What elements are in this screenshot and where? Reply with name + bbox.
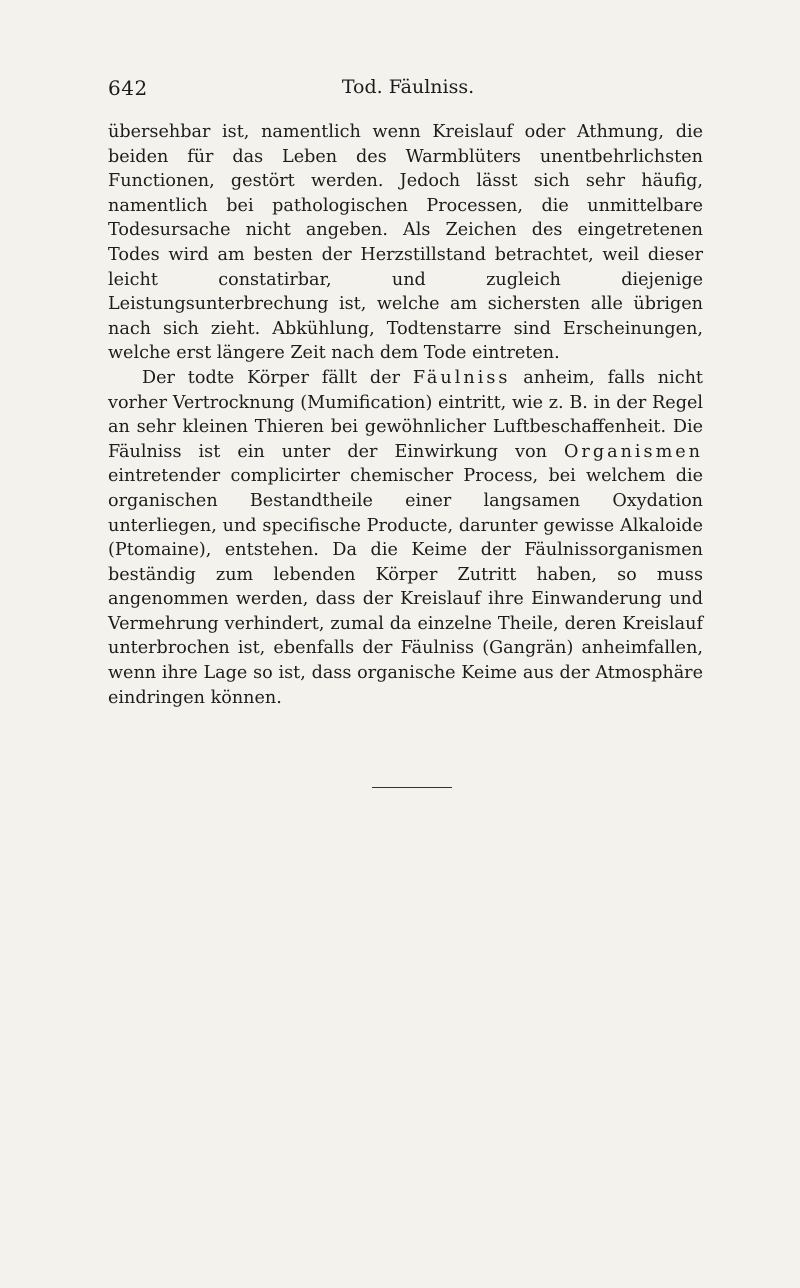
body-text	[108, 120, 703, 710]
page-header	[108, 76, 708, 106]
paragraph-2-part-e: eintretender complicirter chemischer Process, bei welchem die organischen Bestandtheile einer langsamen Oxydation unterliegen, und specifische Producte, darunter gewisse Alkaloide (Ptomaine), entstehen. Da die Keime der Fäulnissorganismen beständig zum lebenden Körper Zutritt haben, so muss angenommen werden, dass der Kreislauf ihre Einwanderung und Vermehrung verhindert, zumal da einzelne Theile, deren Kreislauf unterbrochen ist, ebenfalls der Fäulniss (Gangrän) anheimfallen, wenn ihre Lage so ist, dass organische Keime aus der Atmosphäre eindringen können.	[108, 466, 703, 708]
term-organismen: Organismen	[564, 441, 703, 462]
paragraph-1: übersehbar ist, namentlich wenn Kreislauf oder Athmung, die beiden für das Leben des Warmblüters unentbehrlichsten Functionen, gestört werden. Jedoch lässt sich sehr häufig, namentlich bei pathologischen Processen, die unmittelbare Todesursache nicht angeben. Als Zeichen des eingetretenen Todes wird am besten der Herzstillstand betrachtet, weil dieser leicht constatirbar, und zugleich diejenige Leistungsunterbrechung ist, welche am sichersten alle übrigen nach sich zieht. Abkühlung, Todtenstarre sind Erscheinungen, welche erst längere Zeit nach dem Tode eintreten.	[108, 122, 703, 364]
paragraph-2-part-c: anheim, falls nicht vorher Vertrocknung (Mumification) eintritt, wie z. B. in der Regel an sehr kleinen Thieren bei gewöhnlicher Luftbeschaffenheit. Die Fäulniss ist ein unter der Einwirkung von	[108, 367, 703, 462]
paragraph-2-part-a: Der todte Körper fällt der	[142, 367, 413, 388]
page-number: 642	[108, 76, 148, 100]
paragraph-2	[108, 366, 703, 710]
running-head: Tod. Fäulniss.	[341, 76, 475, 98]
term-faeulniss: Fäulniss	[412, 367, 511, 388]
section-divider	[372, 787, 452, 788]
